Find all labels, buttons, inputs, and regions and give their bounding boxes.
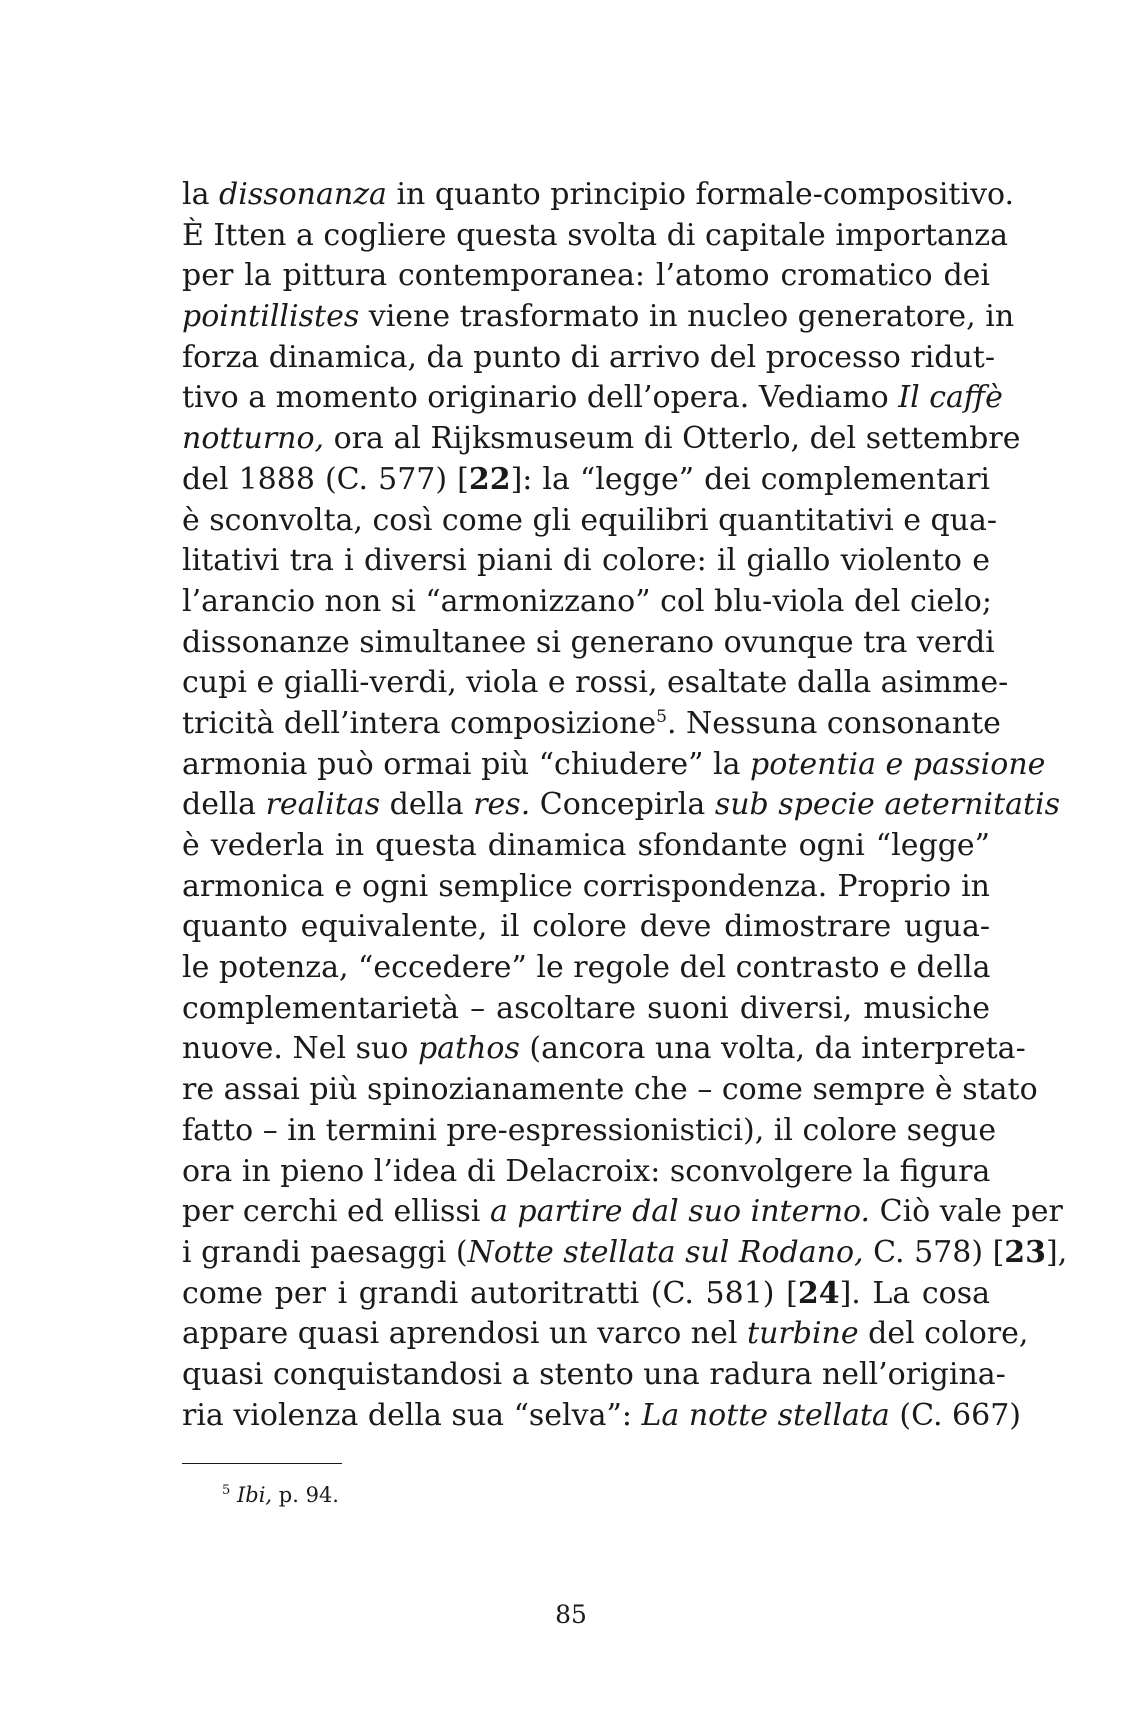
text-segment: re assai più spinozianamente che – come sempre è stato <box>182 1072 1038 1108</box>
text-line <box>182 663 1009 704</box>
text-segment: ria violenza della sua “selva”: <box>182 1397 642 1433</box>
text-line <box>182 1111 997 1152</box>
italic-text: pointillistes <box>182 299 360 335</box>
text-segment: fatto – in termini pre-espressionistici), il colore segue <box>182 1112 997 1148</box>
text-line <box>182 419 1021 460</box>
figure-reference: 24 <box>797 1275 840 1311</box>
text-line <box>182 867 990 908</box>
text-segment: forza dinamica, da punto di arrivo del processo ridut- <box>182 339 996 375</box>
text-line <box>182 785 1061 826</box>
text-line <box>182 1355 1006 1396</box>
italic-text: a partire dal suo interno. <box>489 1194 871 1230</box>
text-line <box>182 1029 1026 1070</box>
text-segment: nuove. Nel suo <box>182 1031 418 1067</box>
text-line <box>182 1396 1021 1437</box>
text-segment: È Itten a cogliere questa svolta di capitale importanza <box>182 217 1008 253</box>
text-segment: la <box>182 177 220 212</box>
text-segment: le potenza, “eccedere” le regole del contrasto e della <box>182 950 991 986</box>
text-line <box>182 460 990 501</box>
text-line <box>182 907 990 948</box>
text-segment: è vederla in questa dinamica sfondante ogni “legge” <box>182 828 990 863</box>
figure-reference: 23 <box>1004 1234 1047 1270</box>
text-line <box>182 501 998 542</box>
text-line <box>182 989 990 1030</box>
figure-reference: 22 <box>468 461 511 497</box>
text-segment: appare quasi aprendosi un varco nel <box>182 1316 748 1352</box>
text-line <box>182 1314 1029 1355</box>
text-segment: viene trasformato in nucleo generatore, in <box>359 299 1015 335</box>
text-segment: della <box>182 787 266 823</box>
text-line <box>182 704 1001 745</box>
page-number: 85 <box>555 1600 587 1629</box>
text-segment: del colore, <box>858 1316 1029 1352</box>
text-line <box>182 1070 1038 1111</box>
text-segment: per la pittura contemporanea: l’atomo cromatico dei <box>182 258 990 294</box>
italic-text: potentia e passione <box>750 746 1046 782</box>
italic-text: sub specie aeternitatis <box>714 787 1061 823</box>
text-segment: ora in pieno l’idea di Delacroix: sconvolgere la figura <box>182 1153 991 1189</box>
italic-text: dissonanza <box>219 177 387 212</box>
text-segment: in quanto principio formale-compositivo. <box>386 177 1015 212</box>
text-line <box>182 256 990 297</box>
text-segment: come per i grandi autoritratti (C. 581) [ <box>182 1275 798 1311</box>
text-segment: C. 578) [ <box>863 1234 1005 1270</box>
text-segment: della <box>380 787 474 823</box>
text-line <box>182 582 990 623</box>
footnote-marker: 5 <box>656 706 667 727</box>
text-line <box>182 216 1008 257</box>
text-line <box>182 1274 990 1315</box>
italic-text: Il caffè <box>898 380 1003 416</box>
text-segment: Concepirla <box>530 787 715 823</box>
text-segment: . Nessuna consonante <box>666 705 1001 741</box>
text-segment: ora al Rijksmuseum di Otterlo, del settembre <box>324 421 1021 457</box>
text-segment: (ancora una volta, da interpreta- <box>519 1031 1026 1067</box>
italic-text: notturno, <box>182 421 325 457</box>
text-segment: per cerchi ed ellissi <box>182 1194 490 1230</box>
text-segment: (C. 667) <box>889 1397 1021 1433</box>
italic-text: turbine <box>747 1316 859 1352</box>
text-segment: tricità dell’intera composizione <box>182 705 657 741</box>
text-line <box>182 338 996 379</box>
body-text <box>182 175 1068 1436</box>
text-segment: complementarietà – ascoltare suoni diversi, musiche <box>182 990 990 1026</box>
text-segment: quasi conquistandosi a stento una radura nell’origina- <box>182 1356 1006 1392</box>
text-segment: ]: la “legge” dei complementari <box>510 461 990 497</box>
text-segment: cupi e gialli-verdi, viola e rossi, esaltate dalla asimme- <box>182 665 1009 701</box>
footnote-text: p. 94. <box>272 1483 339 1507</box>
text-segment: è sconvolta, così come gli equilibri quantitativi e qua- <box>182 502 998 538</box>
text-segment: l’arancio non si “armonizzano” col blu-viola del cielo; <box>182 583 992 619</box>
italic-text: Notte stellata sul Rodano, <box>467 1234 864 1270</box>
text-segment: armonia può ormai più “chiudere” la <box>182 746 751 782</box>
italic-text: pathos <box>417 1031 520 1067</box>
italic-text: La notte stellata <box>641 1397 890 1433</box>
text-segment: dissonanze simultanee si generano ovunque tra verdi <box>182 624 995 660</box>
text-line <box>182 297 1015 338</box>
text-line <box>182 378 1003 419</box>
text-line <box>182 1233 1068 1274</box>
text-segment: tivo a momento originario dell’opera. Vediamo <box>182 380 899 416</box>
text-line <box>182 541 990 582</box>
footnote-separator <box>182 1463 342 1464</box>
footnote-reference: Ibi, <box>236 1483 273 1507</box>
text-segment: ]. La cosa <box>839 1275 990 1311</box>
text-segment: del 1888 (C. 577) [ <box>182 461 469 497</box>
text-line <box>182 623 995 664</box>
text-segment: quanto equivalente, il colore deve dimostrare ugua- <box>182 909 990 945</box>
text-segment: armonica e ogni semplice corrispondenza. Proprio in <box>182 868 990 904</box>
italic-text: realitas <box>265 787 381 823</box>
text-line <box>182 826 990 867</box>
text-segment: litativi tra i diversi piani di colore: il giallo violento e <box>182 543 990 579</box>
text-line <box>182 1152 990 1193</box>
footnote-number: 5 <box>222 1483 231 1498</box>
text-line <box>182 948 990 989</box>
text-segment: Ciò vale per <box>870 1194 1063 1230</box>
footnote <box>222 1483 339 1507</box>
text-segment: ], <box>1046 1234 1068 1270</box>
text-segment: i grandi paesaggi ( <box>182 1234 468 1270</box>
text-line <box>182 175 1015 216</box>
italic-text: res. <box>473 787 531 823</box>
text-line <box>182 745 1046 786</box>
text-line <box>182 1192 1063 1233</box>
